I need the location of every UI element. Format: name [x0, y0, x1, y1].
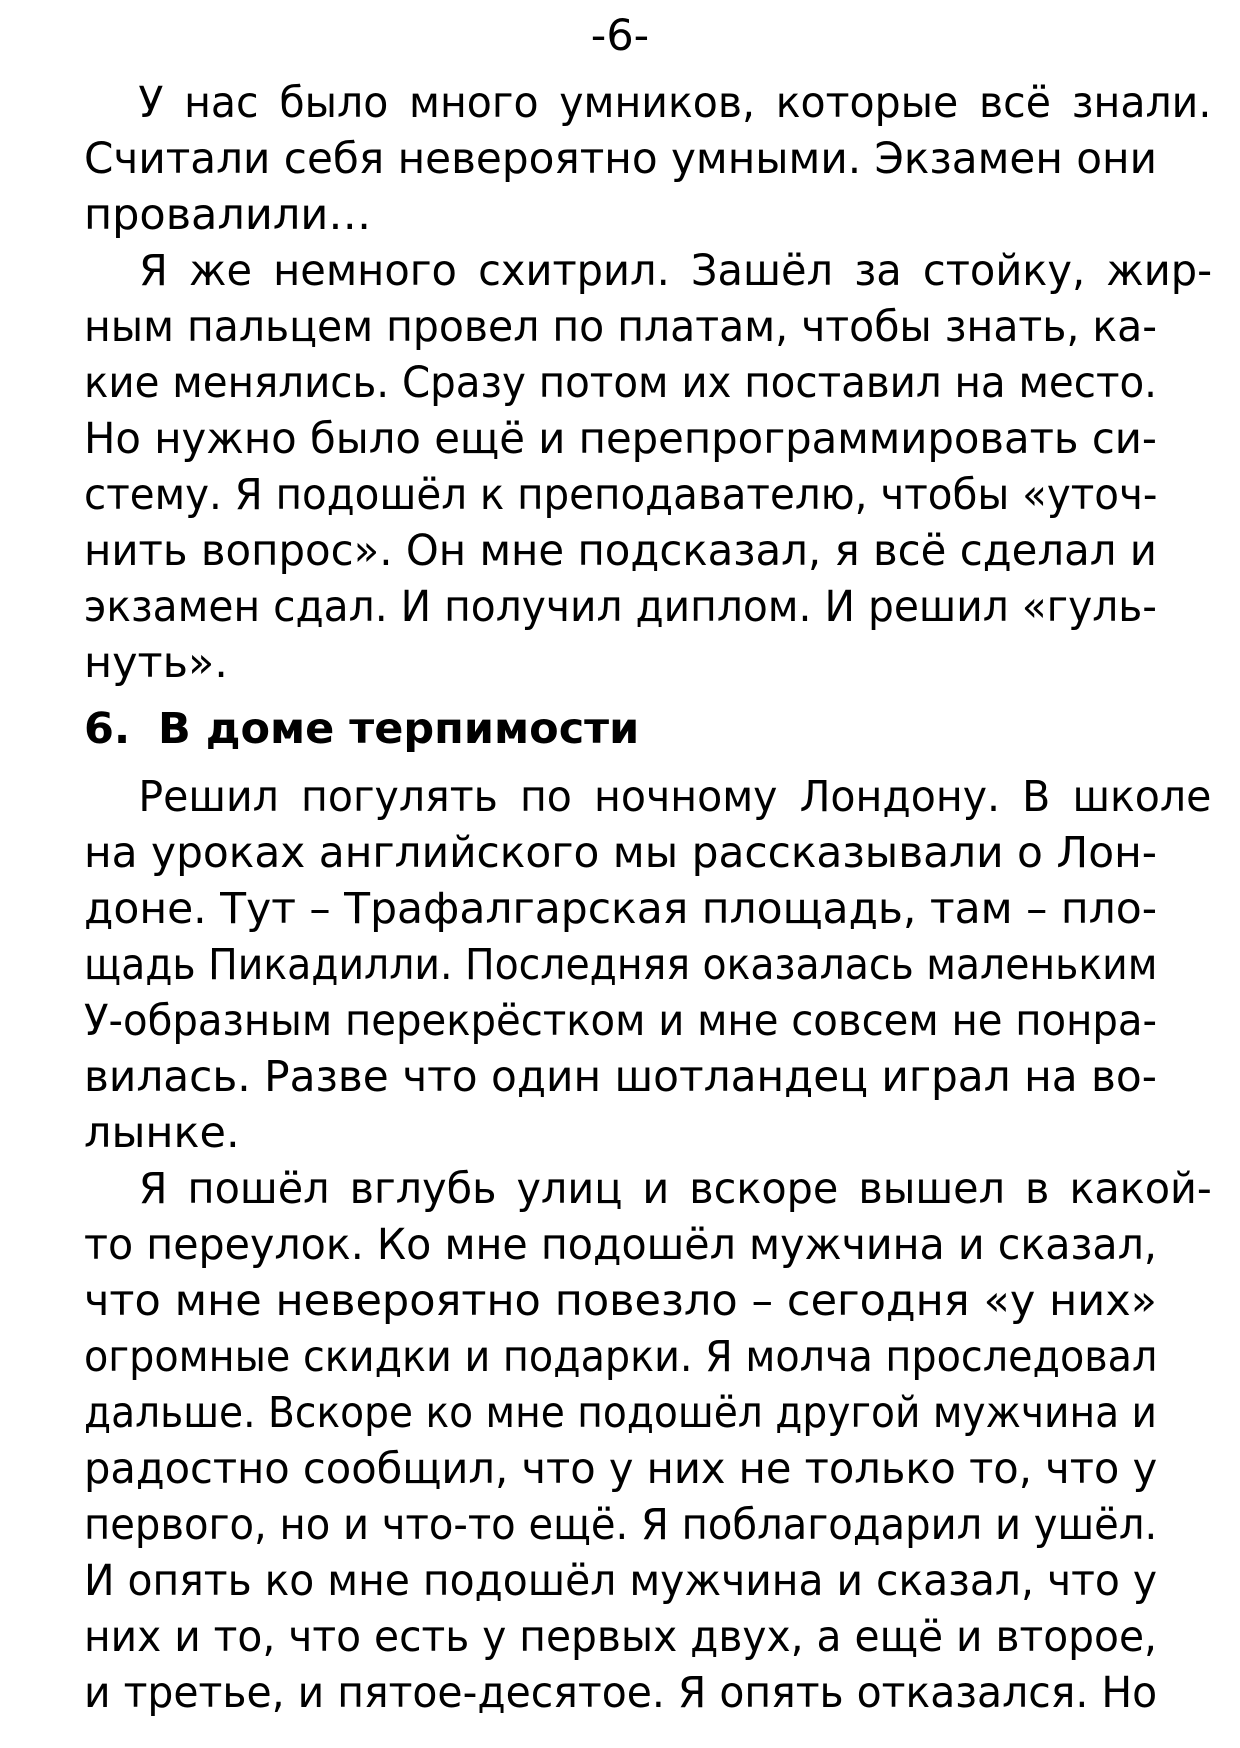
text-line: И опять ко мне подошёл мужчина и сказал, что у: [84, 1556, 1157, 1606]
paragraph-3: [84, 769, 1212, 1161]
section-number: 6.: [84, 704, 131, 754]
text-line: провалили…: [84, 190, 372, 240]
section-heading: [84, 701, 639, 757]
text-line: них и то, что есть у первых двух, а ещё и второе,: [84, 1612, 1157, 1662]
text-line: что мне невероятно повезло – сегодня «у них»: [84, 1276, 1157, 1326]
text-line: Я же немного схитрил. Зашёл за стойку, жир-: [139, 246, 1213, 296]
page-number: -6-: [590, 11, 650, 61]
text-line: огромные скидки и подарки. Я молча проследовал: [84, 1332, 1158, 1382]
text-line: доне. Тут – Трафалгарская площадь, там – пло-: [84, 884, 1158, 934]
paragraph-1: [84, 75, 1212, 243]
text-line: Решил погулять по ночному Лондону. В школе: [138, 772, 1212, 822]
text-line: Считали себя невероятно умными. Экзамен они: [84, 134, 1157, 184]
text-line: вилась. Разве что один шотландец играл на во-: [84, 1052, 1157, 1102]
text-line: ным пальцем провел по платам, чтобы знать, ка-: [84, 302, 1157, 352]
text-line: первого, но и что-то ещё. Я поблагодарил и ушёл.: [84, 1500, 1158, 1550]
text-line: экзамен сдал. И получил диплом. И решил «гуль-: [84, 582, 1157, 632]
text-line: нуть».: [84, 638, 228, 688]
text-line: кие менялись. Сразу потом их поставил на место.: [84, 358, 1157, 408]
text-line: У-образным перекрёстком и мне совсем не понра-: [84, 996, 1158, 1046]
text-line: нить вопрос». Он мне подсказал, я всё сделал и: [84, 526, 1157, 576]
section-title: В доме терпимости: [158, 704, 640, 754]
text-line: У нас было много умников, которые всё знали.: [138, 78, 1212, 128]
text-line: на уроках английского мы рассказывали о Лон-: [84, 828, 1157, 878]
text-line: дальше. Вскоре ко мне подошёл другой мужчина и: [84, 1388, 1157, 1438]
paragraph-4: [84, 1161, 1212, 1721]
text-line: лынке.: [84, 1108, 240, 1158]
text-line: стему. Я подошёл к преподавателю, чтобы «уточ-: [84, 470, 1158, 520]
text-line: Но нужно было ещё и перепрограммировать си-: [84, 414, 1157, 464]
text-line: Я пошёл вглубь улиц и вскоре вышел в какой-: [138, 1164, 1212, 1214]
text-line: радостно сообщил, что у них не только то, что у: [84, 1444, 1158, 1494]
paragraph-2: [84, 243, 1213, 691]
text-line: и третье, и пятое-десятое. Я опять отказался. Но: [84, 1668, 1158, 1718]
text-line: щадь Пикадилли. Последняя оказалась маленьким: [84, 940, 1158, 990]
text-line: то переулок. Ко мне подошёл мужчина и сказал,: [84, 1220, 1157, 1270]
